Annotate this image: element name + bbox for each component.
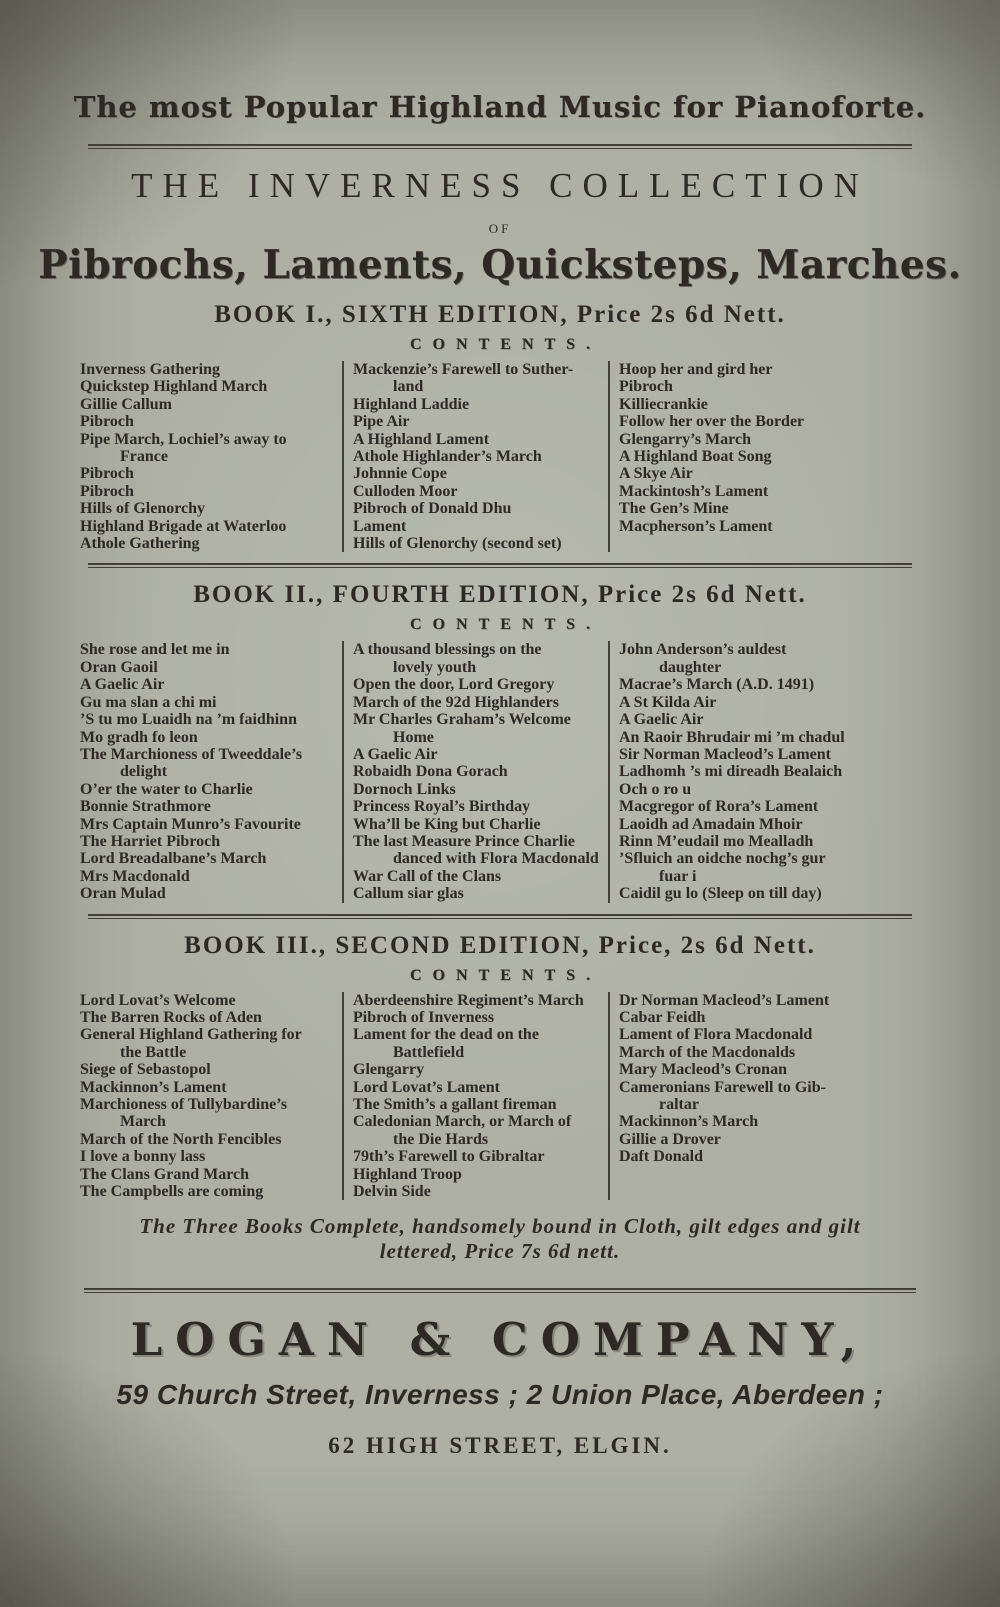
toc-line: Macpherson’s Lament xyxy=(619,517,773,535)
toc-line: Pibroch of Inverness xyxy=(353,1008,495,1026)
toc-line: Mrs Captain Munro’s Favourite xyxy=(80,815,301,833)
toc-line: land xyxy=(393,378,424,396)
toc-line: Johnnie Cope xyxy=(353,465,447,483)
toc-line: delight xyxy=(120,763,168,781)
toc-line: Aberdeenshire Regiment’s March xyxy=(353,991,584,1009)
section-divider-2 xyxy=(88,914,912,919)
toc-line: Pibroch xyxy=(619,378,673,396)
footer-divider xyxy=(84,1288,916,1293)
toc-line: A Skye Air xyxy=(619,465,693,483)
toc-line: Lament xyxy=(353,517,407,535)
publisher-name: LOGAN & COMPANY, xyxy=(130,1313,870,1367)
toc-line: She rose and let me in xyxy=(80,641,230,659)
toc-line: March of the Macdonalds xyxy=(619,1043,796,1061)
book-1-contents-table xyxy=(80,361,924,552)
toc-line: daughter xyxy=(659,658,722,676)
toc-line: Robaidh Dona Gorach xyxy=(353,763,508,781)
toc-line: Killiecrankie xyxy=(619,395,708,413)
toc-line: Sir Norman Macleod’s Lament xyxy=(619,745,831,763)
publisher-address-elgin: 62 HIGH STREET, ELGIN. xyxy=(328,1433,672,1459)
book-3-contents-column-3 xyxy=(608,992,924,1201)
toc-line: Caledonian March, or March of xyxy=(353,1113,572,1131)
book-2-contents-column-1 xyxy=(80,641,342,902)
page-subtitle: Pibrochs, Laments, Quicksteps, Marches. xyxy=(38,242,962,288)
toc-line: Open the door, Lord Gregory xyxy=(353,676,555,694)
toc-line: March of the North Fencibles xyxy=(80,1130,282,1148)
toc-line: ’S tu mo Luaidh na ’m faidhinn xyxy=(80,711,297,729)
book-2-contents-column-3 xyxy=(608,641,924,902)
toc-line: lovely youth xyxy=(393,658,477,676)
toc-line: Bonnie Strathmore xyxy=(80,798,211,816)
toc-line: Rinn M’eudail mo Mealladh xyxy=(619,832,814,850)
book-1-contents-column-1 xyxy=(80,361,342,552)
of-label: OF xyxy=(488,221,512,236)
toc-line: Mrs Macdonald xyxy=(80,867,190,885)
book-1-section xyxy=(0,301,1000,552)
toc-line: Mackinnon’s March xyxy=(619,1113,759,1131)
toc-line: fuar i xyxy=(659,867,697,885)
toc-line: the Die Hards xyxy=(393,1130,489,1148)
toc-line: Wha’ll be King but Charlie xyxy=(353,815,541,833)
publisher-addresses: 59 Church Street, Inverness ; 2 Union Place, Aberdeen ; xyxy=(116,1379,884,1411)
book-3-section xyxy=(0,932,1000,1201)
toc-line: Highland Brigade at Waterloo xyxy=(80,517,287,535)
toc-line: Oran Gaoil xyxy=(80,658,158,676)
toc-line: Lament for the dead on the xyxy=(353,1026,539,1044)
toc-line: Quickstep Highland March xyxy=(80,378,268,396)
toc-line: Caidil gu lo (Sleep on till day) xyxy=(619,885,822,903)
book-3-heading: BOOK III., SECOND EDITION, Price, 2s 6d Nett. xyxy=(184,931,816,959)
book-1-heading: BOOK I., SIXTH EDITION, Price 2s 6d Nett. xyxy=(214,301,786,328)
toc-line: March xyxy=(120,1113,166,1131)
toc-line: danced with Flora Macdonald xyxy=(393,850,599,868)
toc-line: Och o ro u xyxy=(619,780,692,798)
book-2-contents-table xyxy=(80,641,924,902)
toc-line: 79th’s Farewell to Gibraltar xyxy=(353,1148,545,1166)
binding-note xyxy=(0,1214,1000,1264)
toc-line: Mackenzie’s Farewell to Suther- xyxy=(353,361,574,378)
toc-line: Gillie a Drover xyxy=(619,1130,721,1148)
toc-line: Hills of Glenorchy (second set) xyxy=(353,535,562,553)
toc-line: War Call of the Clans xyxy=(353,867,502,885)
toc-line: Princess Royal’s Birthday xyxy=(353,798,531,816)
toc-line: Hills of Glenorchy xyxy=(80,500,206,518)
page-title: THE INVERNESS COLLECTION xyxy=(131,166,869,205)
toc-line: O’er the water to Charlie xyxy=(80,780,253,798)
toc-line: A Gaelic Air xyxy=(353,745,438,763)
header-divider xyxy=(88,144,912,149)
toc-line: A Highland Lament xyxy=(353,430,490,448)
book-3-contents-table xyxy=(80,992,924,1201)
toc-line: Inverness Gathering xyxy=(80,361,220,378)
toc-line: Gu ma slan a chi mi xyxy=(80,693,217,711)
toc-line: Daft Donald xyxy=(619,1148,704,1166)
toc-line: Home xyxy=(393,728,434,746)
toc-line: Lord Lovat’s Lament xyxy=(353,1078,500,1096)
toc-line: March of the 92d Highlanders xyxy=(353,693,559,711)
toc-line: Pibroch xyxy=(80,413,134,431)
toc-line: Cabar Feidh xyxy=(619,1008,706,1026)
book-3-contents-column-1 xyxy=(80,992,342,1201)
toc-line: raltar xyxy=(659,1096,699,1113)
toc-line: The Harriet Pibroch xyxy=(80,832,221,850)
book-2-contents-heading: CONTENTS. xyxy=(409,616,602,634)
toc-line: The Smith’s a gallant fireman xyxy=(353,1096,557,1113)
binding-note-line-1: The Three Books Complete, handsomely bound in Cloth, gilt edges and gilt xyxy=(139,1214,861,1239)
binding-note-line-2: lettered, Price 7s 6d nett. xyxy=(379,1239,621,1264)
toc-line: The Gen’s Mine xyxy=(619,500,729,518)
toc-line: General Highland Gathering for xyxy=(80,1026,302,1044)
toc-line: Oran Mulad xyxy=(80,885,166,903)
toc-line: Highland Troop xyxy=(353,1165,462,1183)
toc-line: ’Sfluich an oidche nochg’s gur xyxy=(619,850,826,868)
book-2-section xyxy=(0,581,1000,902)
toc-line: Cameronians Farewell to Gib- xyxy=(619,1078,826,1096)
toc-line: the Battle xyxy=(120,1043,187,1061)
book-2-contents-column-2 xyxy=(342,641,608,902)
toc-line: Hoop her and gird her xyxy=(619,361,773,378)
toc-line: An Raoir Bhrudair mi ’m chadul xyxy=(619,728,845,746)
toc-line: Marchioness of Tullybardine’s xyxy=(80,1096,288,1113)
toc-line: Delvin Side xyxy=(353,1183,431,1201)
toc-line: The Marchioness of Tweeddale’s xyxy=(80,745,303,763)
toc-line: Glengarry xyxy=(353,1061,425,1079)
toc-line: Lord Lovat’s Welcome xyxy=(80,991,236,1009)
toc-line: A Highland Boat Song xyxy=(619,448,772,466)
toc-line: Mary Macleod’s Cronan xyxy=(619,1061,787,1079)
toc-line: John Anderson’s auldest xyxy=(619,641,787,659)
toc-line: Pipe March, Lochiel’s away to xyxy=(80,430,287,448)
toc-line: Dr Norman Macleod’s Lament xyxy=(619,991,830,1009)
toc-line: Pibroch xyxy=(80,482,134,500)
toc-line: Pibroch xyxy=(80,465,134,483)
toc-line: Pipe Air xyxy=(353,413,410,431)
toc-line: The Barren Rocks of Aden xyxy=(80,1008,262,1026)
toc-line: A St Kilda Air xyxy=(619,693,717,711)
toc-line: Macgregor of Rora’s Lament xyxy=(619,798,819,816)
book-1-contents-column-2 xyxy=(342,361,608,552)
toc-line: Mackintosh’s Lament xyxy=(619,482,769,500)
toc-line: Callum siar glas xyxy=(353,885,464,903)
toc-line: A Gaelic Air xyxy=(80,676,165,694)
toc-line: Mackinnon’s Lament xyxy=(80,1078,227,1096)
toc-line: Follow her over the Border xyxy=(619,413,805,431)
toc-line: A Gaelic Air xyxy=(619,711,704,729)
toc-line: Athole Gathering xyxy=(80,535,200,553)
toc-line: A thousand blessings on the xyxy=(353,641,542,659)
toc-line: Mr Charles Graham’s Welcome xyxy=(353,711,571,729)
toc-line: Highland Laddie xyxy=(353,395,470,413)
toc-line: The Campbells are coming xyxy=(80,1183,264,1201)
page-tagline: The most Popular Highland Music for Pianoforte. xyxy=(73,90,927,124)
toc-line: The last Measure Prince Charlie xyxy=(353,832,575,850)
toc-line: Mo gradh fo leon xyxy=(80,728,198,746)
toc-line: Ladhomh ’s mi direadh Bealaich xyxy=(619,763,843,781)
toc-line: Athole Highlander’s March xyxy=(353,448,542,466)
toc-line: Siege of Sebastopol xyxy=(80,1061,211,1079)
toc-line: Macrae’s March (A.D. 1491) xyxy=(619,676,815,694)
toc-line: The Clans Grand March xyxy=(80,1165,250,1183)
toc-line: France xyxy=(120,448,168,466)
book-3-contents-column-2 xyxy=(342,992,608,1201)
toc-line: Lament of Flora Macdonald xyxy=(619,1026,813,1044)
toc-line: Dornoch Links xyxy=(353,780,456,798)
toc-line: Lord Breadalbane’s March xyxy=(80,850,267,868)
book-3-contents-heading: CONTENTS. xyxy=(409,966,602,984)
toc-line: Gillie Callum xyxy=(80,395,172,413)
book-1-contents-column-3 xyxy=(608,361,924,552)
book-1-contents-heading: CONTENTS. xyxy=(409,336,602,353)
toc-line: Laoidh ad Amadain Mhoir xyxy=(619,815,803,833)
toc-line: I love a bonny lass xyxy=(80,1148,206,1166)
book-2-heading: BOOK II., FOURTH EDITION, Price 2s 6d Nett. xyxy=(193,581,807,609)
toc-line: Battlefield xyxy=(393,1043,465,1061)
section-divider-1 xyxy=(88,563,912,568)
toc-line: Glengarry’s March xyxy=(619,430,751,448)
toc-line: Culloden Moor xyxy=(353,482,458,500)
toc-line: Pibroch of Donald Dhu xyxy=(353,500,512,518)
